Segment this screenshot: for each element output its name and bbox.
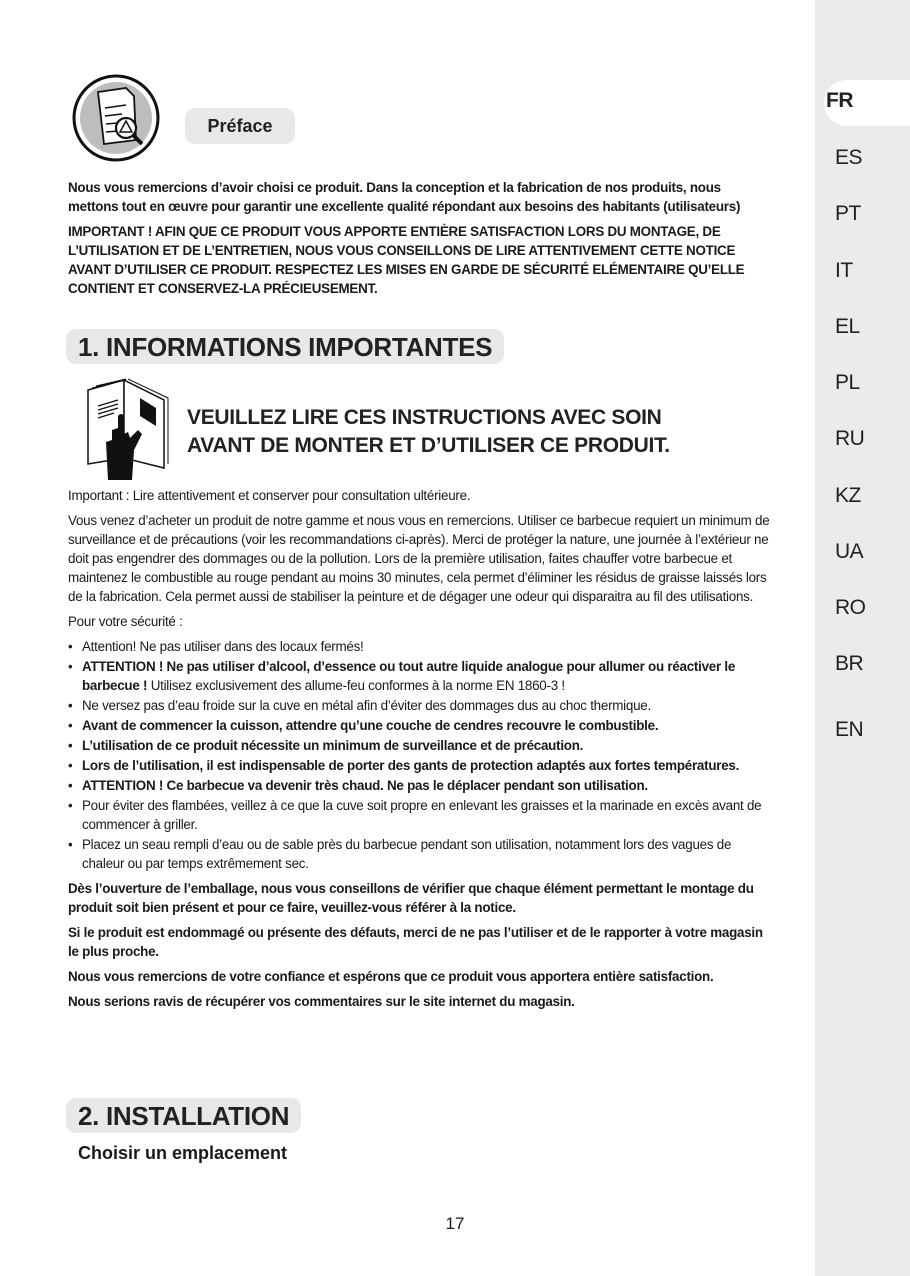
- safety-item: • Pour éviter des flambées, veillez à ce que la cuve soit propre en enlevant les graisses et la marinade en excès avant de commencer à griller.: [68, 796, 773, 834]
- lang-tab-br[interactable]: BR: [835, 652, 864, 675]
- closing-paragraph: Dès l’ouverture de l’emballage, nous vous conseillons de vérifier que chaque élément permettant le montage du produit soit bien présent et pour ce faire, veuillez-vous référer à la notice.: [68, 881, 754, 915]
- preface-label: Préface: [185, 108, 295, 144]
- important-note: Important : Lire attentivement et conserver pour consultation ultérieure.: [68, 488, 471, 503]
- safety-label: Pour votre sécurité :: [68, 614, 183, 629]
- lang-tab-fr[interactable]: [824, 80, 910, 126]
- safety-item: • Ne versez pas d’eau froide sur la cuve en métal afin d’éviter des dommages dus au choc thermique.: [68, 696, 773, 715]
- closing-paragraph: Nous serions ravis de récupérer vos commentaires sur le site internet du magasin.: [68, 994, 575, 1009]
- read-manual-icon: [84, 376, 174, 482]
- section-1-heading: 1. INFORMATIONS IMPORTANTES: [66, 329, 504, 364]
- intro-paragraph: Vous venez d’acheter un produit de notre gamme et nous vous en remercions. Utiliser ce barbecue requiert un minimum de surveillance et de précautions (voir les recommandations ci-après). Merci de protéger la nature, une journée à l’extérieur ne doit pas engendrer des dommages ou de la pollution. Lors de la première utilisation, faites chauffer votre barbecue et maintenez le combustible au rouge pendant au moins 30 minutes, cela permet d’éliminer les résidus de graisse laissés lors de la fabrication. Cela permet aussi de stabiliser la peinture et de dégager une odeur qui disparaitra au fil des utilisations.: [68, 513, 770, 604]
- closing-paragraph: Si le produit est endommagé ou présente des défauts, merci de ne pas l’utiliser et de le rapporter à votre magasin le plus proche.: [68, 925, 763, 959]
- lang-tab-el[interactable]: EL: [835, 315, 860, 338]
- safety-item: • Avant de commencer la cuisson, attendre qu’une couche de cendres recouvre le combustible.: [68, 716, 773, 735]
- lang-tab-ru[interactable]: RU: [835, 427, 865, 450]
- safety-item: • ATTENTION ! Ne pas utiliser d’alcool, d’essence ou tout autre liquide analogue pour allumer ou réactiver le barbecue ! Utilisez exclusivement des allume-feu conformes à la norme EN 1860-3 !: [68, 657, 773, 695]
- page-number: 17: [445, 1214, 465, 1233]
- read-instructions-heading: [187, 404, 670, 460]
- document-warning-icon: [72, 74, 160, 162]
- safety-item: • Attention! Ne pas utiliser dans des locaux fermés!: [68, 637, 773, 656]
- safety-item: • L’utilisation de ce produit nécessite un minimum de surveillance et de précaution.: [68, 736, 773, 755]
- intro-important: IMPORTANT ! AFIN QUE CE PRODUIT VOUS APPORTE ENTIÈRE SATISFACTION LORS DU MONTAGE, DE L’UTILISATION ET DE L’ENTRETIEN, NOUS VOUS CONSEILLONS DE LIRE ATTENTIVEMENT CETTE NOTICE AVANT D’UTILISER CE PRODUIT. RESPECTEZ LES MISES EN GARDE DE SÉCURITÉ ELÉMENTAIRE QU’ELLE CONTIENT ET CONSERVEZ-LA PRÉCIEUSEMENT.: [68, 224, 745, 296]
- intro-text: [68, 178, 773, 304]
- section-1-body: [68, 486, 773, 1017]
- safety-item: • Placez un seau rempli d’eau ou de sable près du barbecue pendant son utilisation, notamment lors des vagues de chaleur ou par temps extrêmement sec.: [68, 835, 773, 873]
- section-2-heading: 2. INSTALLATION: [66, 1098, 301, 1133]
- lang-tab-pl[interactable]: PL: [835, 371, 860, 394]
- lang-tab-kz[interactable]: KZ: [835, 484, 861, 507]
- lang-label: FR: [826, 89, 853, 112]
- closing-paragraph: Nous vous remercions de votre confiance et espérons que ce produit vous apportera entière satisfaction.: [68, 969, 714, 984]
- lang-tab-ro[interactable]: RO: [835, 596, 866, 619]
- lang-tab-en[interactable]: EN: [835, 718, 864, 741]
- safety-item: • ATTENTION ! Ce barbecue va devenir très chaud. Ne pas le déplacer pendant son utilisation.: [68, 776, 773, 795]
- read-line-1: VEUILLEZ LIRE CES INSTRUCTIONS AVEC SOIN: [187, 406, 662, 429]
- language-sidebar: [815, 0, 910, 1276]
- safety-item: • Lors de l’utilisation, il est indispensable de porter des gants de protection adaptés aux fortes températures.: [68, 756, 773, 775]
- lang-tab-ua[interactable]: UA: [835, 540, 864, 563]
- lang-tab-pt[interactable]: PT: [835, 202, 861, 225]
- lang-tab-it[interactable]: IT: [835, 259, 853, 282]
- lang-tab-es[interactable]: ES: [835, 146, 863, 169]
- intro-thanks: Nous vous remercions d’avoir choisi ce produit. Dans la conception et la fabrication de nos produits, nous mettons tout en œuvre pour garantir une excellente qualité répondant aux besoins des habitants (utilisateurs): [68, 180, 741, 214]
- read-line-2: AVANT DE MONTER ET D’UTILISER CE PRODUIT.: [187, 434, 670, 457]
- safety-list: [68, 637, 773, 873]
- section-2-subtitle: Choisir un emplacement: [78, 1143, 288, 1163]
